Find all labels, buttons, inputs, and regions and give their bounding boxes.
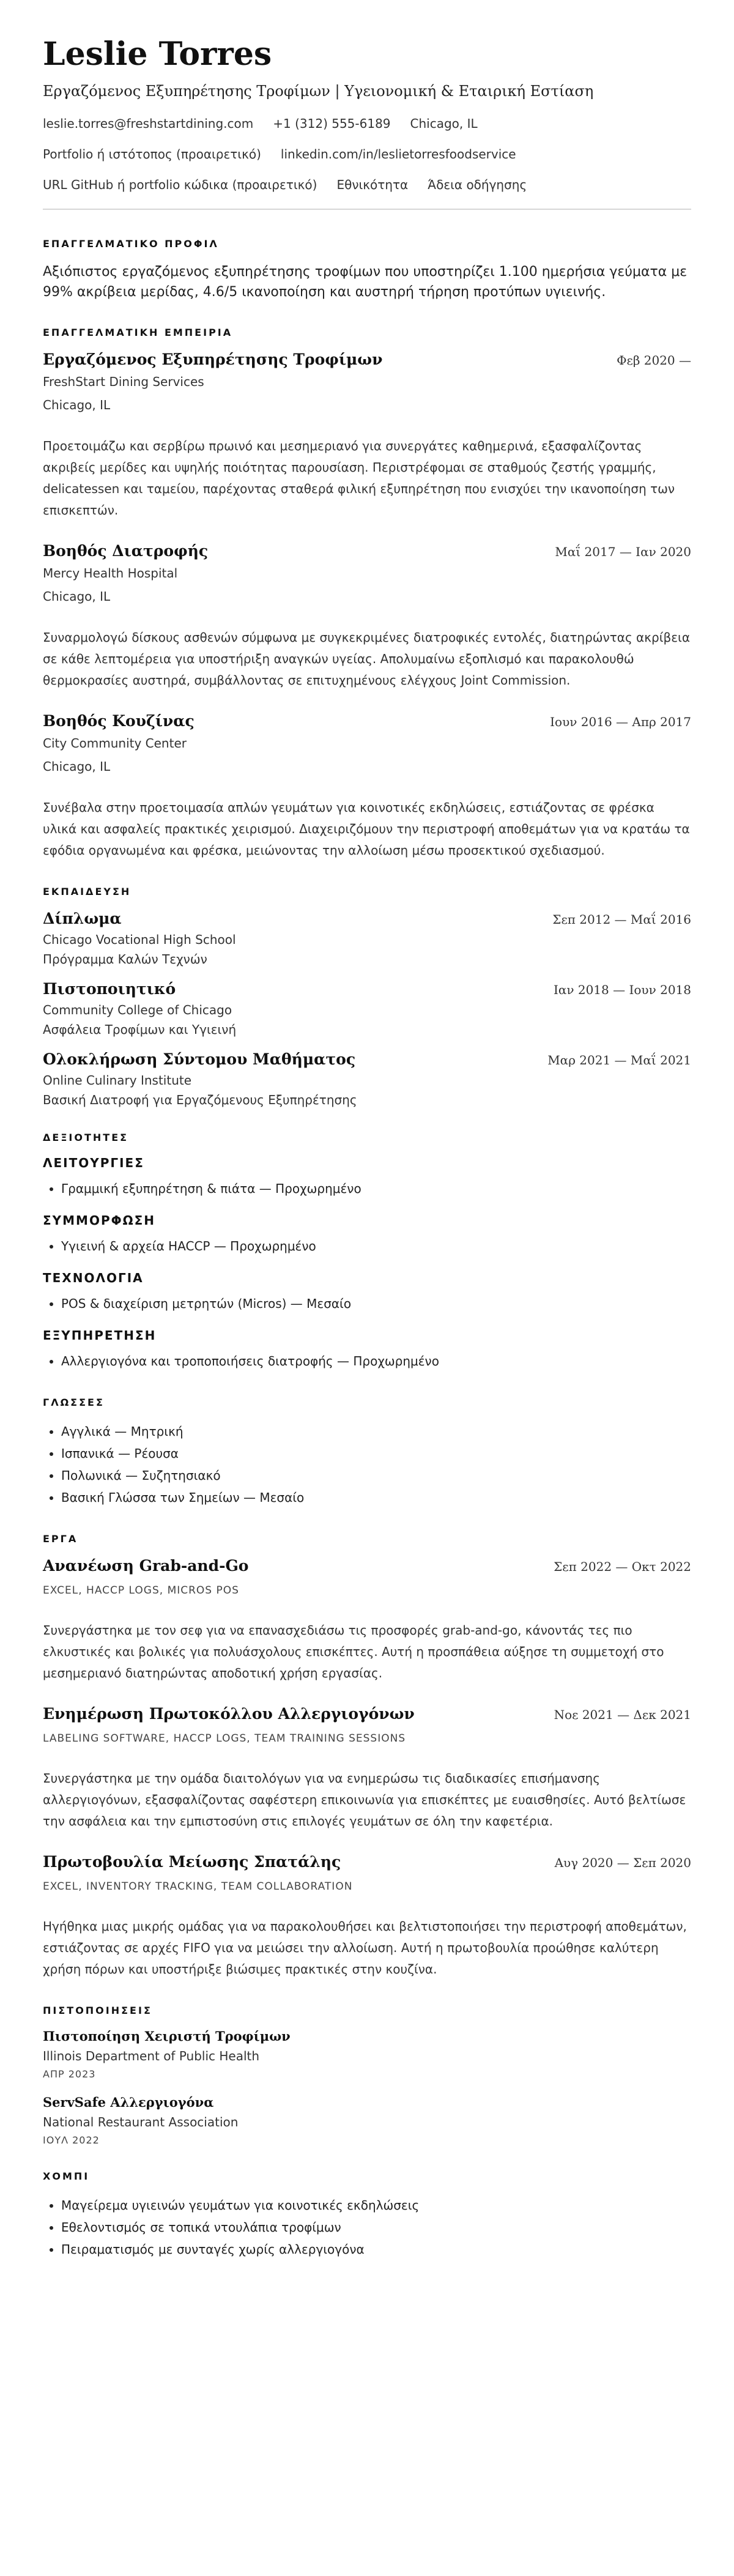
project-entry <box>43 1853 691 1980</box>
job-description: Προετοιμάζω και σερβίρω πρωινό και μεσημεριανό για συνεργάτες καθημερινά, εξασφαλίζοντας ακριβείς μερίδες και υψηλής ποιότητας παρουσίαση. Περιστρέφομαι σε σταθμούς ζεστής γραμμής, delicatessen και ταμείου, παρέχοντας σταθερά φιλική εξυπηρέτηση που ενισχύει την ικανοποίηση των επισκεπτών. <box>43 439 675 518</box>
section-title-hobbies: ΧΟΜΠΙ <box>43 2170 90 2183</box>
hobbies-section <box>43 2170 691 2260</box>
job-description: Συνέβαλα στην προετοιμασία απλών γευμάτων για κοινοτικές εκδηλώσεις, εστιάζοντας σε φρέσκα υλικά και ασφαλείς πρακτικές χειρισμού. Διαχειριζόμουν την περιστροφή αποθεμάτων για να κρατάω τα εφόδια οργανωμένα και φρέσκα, μειώνοντας την αλλοίωση μέσω προσεκτικού σχεδιασμού. <box>43 800 690 858</box>
skill-item: • POS & διαχείριση μετρητών (Micros) — Μεσαίο <box>61 1293 691 1315</box>
education-dates: Σεπ 2012 — Μαΐ 2016 <box>552 912 691 927</box>
school-name: Chicago Vocational High School <box>43 932 236 948</box>
project-description: Συνεργάστηκα με την ομάδα διαιτολόγων για να ενημερώσω τις διαδικασίες επισήμανσης αλλεργιογόνων, εξασφαλίζοντας σαφέστερη επικοινωνία για επισκέπτες με ευαισθησίες. Αυτό βελτίωσε την ασφάλεια και την εμπιστοσύνη στις επιλογές γευμάτων σε όλη την καφετέρια. <box>43 1771 686 1829</box>
employer-name: City Community Center <box>43 736 187 751</box>
field-of-study: Βασική Διατροφή για Εργαζόμενους Εξυπηρέτησης <box>43 1093 357 1108</box>
skill-group-title: ΕΞΥΠΗΡΕΤΗΣΗ <box>43 1328 157 1343</box>
project-name: Πρωτοβουλία Μείωσης Σπατάλης <box>43 1853 341 1871</box>
job-dates: Ιουν 2016 — Απρ 2017 <box>550 715 691 730</box>
project-description: Ηγήθηκα μιας μικρής ομάδας για να παρακολουθήσει και βελτιστοποιήσει την περιστροφή αποθεμάτων, εστιάζοντας σε αρχές FIFO για να μειώσει την αλλοίωση. Αυτή η πρωτοβουλία προώθησε καλύτερη χρήση πόρων και υποστήριξε βιώσιμες πρακτικές στην κουζίνα. <box>43 1919 687 1977</box>
language-item: • Ισπανικά — Ρέουσα <box>61 1442 691 1464</box>
school-name: Online Culinary Institute <box>43 1073 192 1088</box>
hobby-list <box>43 2194 691 2260</box>
skill-group-title: ΣΥΜΜΟΡΦΩΣΗ <box>43 1213 156 1228</box>
contact-row-2 <box>43 146 691 162</box>
section-title-languages: ΓΛΩΣΣΕΣ <box>43 1397 105 1409</box>
certification-name: Πιστοποίηση Χειριστή Τροφίμων <box>43 2029 291 2044</box>
section-title-education: ΕΚΠΑΙΔΕΥΣΗ <box>43 886 132 898</box>
languages-section <box>43 1397 691 1509</box>
employer-name: Mercy Health Hospital <box>43 566 178 581</box>
skill-group-title: ΤΕΧΝΟΛΟΓΙΑ <box>43 1271 144 1286</box>
project-name: Ανανέωση Grab-and-Go <box>43 1557 249 1575</box>
portfolio-link[interactable]: Portfolio ή ιστότοπος (προαιρετικό) <box>43 147 261 162</box>
github-link[interactable]: URL GitHub ή portfolio κώδικα (προαιρετικό) <box>43 177 317 193</box>
job-location: Chicago, IL <box>43 398 111 413</box>
skill-item: • Υγιεινή & αρχεία HACCP — Προχωρημένο <box>61 1235 691 1257</box>
skill-group-title: ΛΕΙΤΟΥΡΓΙΕΣ <box>43 1156 144 1171</box>
education-entry <box>43 980 691 1037</box>
job-dates: Φεβ 2020 — <box>617 353 691 368</box>
candidate-name: Leslie Torres <box>43 35 272 73</box>
skill-item: • Αλλεργιογόνα και τροποποιήσεις διατροφής — Προχωρημένο <box>61 1350 691 1372</box>
employer-name: FreshStart Dining Services <box>43 374 204 390</box>
job-location: Chicago, IL <box>43 589 111 604</box>
candidate-headline: Εργαζόμενος Εξυπηρέτησης Τροφίμων | Υγειονομική & Εταιρική Εστίαση <box>43 83 594 100</box>
projects-section <box>43 1533 691 1980</box>
experience-entry <box>43 351 691 521</box>
job-title: Εργαζόμενος Εξυπηρέτησης Τροφίμων <box>43 351 383 369</box>
education-dates: Ιαν 2018 — Ιουν 2018 <box>553 982 691 998</box>
certification-entry <box>43 2095 691 2146</box>
project-dates: Νοε 2021 — Δεκ 2021 <box>554 1707 691 1723</box>
experience-entry <box>43 712 691 861</box>
skill-item: • Γραμμική εξυπηρέτηση & πιάτα — Προχωρημένο <box>61 1178 691 1200</box>
school-name: Community College of Chicago <box>43 1003 232 1018</box>
section-title-profile: ΕΠΑΓΓΕΛΜΑΤΙΚΟ ΠΡΟΦΙΛ <box>43 238 219 250</box>
degree-title: Δίπλωμα <box>43 910 122 928</box>
linkedin-link[interactable]: linkedin.com/in/leslietorresfoodservice <box>280 147 516 162</box>
hobby-item: • Πειραματισμός με συνταγές χωρίς αλλεργιογόνα <box>61 2238 691 2260</box>
header-divider <box>43 209 691 210</box>
experience-section <box>43 327 691 861</box>
language-item: • Βασική Γλώσσα των Σημείων — Μεσαίο <box>61 1487 691 1509</box>
education-entry <box>43 1050 691 1107</box>
language-list <box>43 1420 691 1509</box>
education-section <box>43 886 691 1107</box>
skill-list <box>43 1350 691 1372</box>
certifications-section <box>43 2005 691 2146</box>
section-title-projects: ΕΡΓΑ <box>43 1533 78 1545</box>
nationality-text: Εθνικότητα <box>336 177 409 193</box>
project-dates: Αυγ 2020 — Σεπ 2020 <box>554 1855 691 1871</box>
project-tech: EXCEL, HACCP LOGS, MICROS POS <box>43 1584 239 1597</box>
hobby-item: • Εθελοντισμός σε τοπικά ντουλάπια τροφίμων <box>61 2216 691 2238</box>
certification-name: ServSafe Αλλεργιογόνα <box>43 2095 214 2110</box>
job-description: Συναρμολογώ δίσκους ασθενών σύμφωνα με συγκεκριμένες διατροφικές εντολές, διατηρώντας ακρίβεια σε κάθε λεπτομέρεια για υποστήριξη αναγκών υγείας. Απολυμαίνω εξοπλισμό και παρακολουθώ θερμοκρασίες αυστηρά, συμβάλλοντας σε επιτυχημένους ελέγχους Joint Commission. <box>43 630 690 688</box>
certification-date: ΙΟΥΛ 2022 <box>43 2134 100 2147</box>
location-text: Chicago, IL <box>410 116 478 132</box>
job-dates: Μαΐ 2017 — Ιαν 2020 <box>555 544 691 560</box>
contact-row-3 <box>43 177 691 193</box>
project-dates: Σεπ 2022 — Οκτ 2022 <box>554 1559 691 1575</box>
education-dates: Μαρ 2021 — Μαΐ 2021 <box>547 1053 691 1068</box>
project-entry <box>43 1705 691 1832</box>
project-tech: EXCEL, INVENTORY TRACKING, TEAM COLLABORATION <box>43 1880 353 1893</box>
skill-list <box>43 1235 691 1257</box>
certification-issuer: Illinois Department of Public Health <box>43 2049 260 2064</box>
degree-title: Ολοκλήρωση Σύντομου Μαθήματος <box>43 1050 356 1069</box>
section-title-experience: ΕΠΑΓΓΕΛΜΑΤΙΚΗ ΕΜΠΕΙΡΙΑ <box>43 327 233 339</box>
profile-summary: Αξιόπιστος εργαζόμενος εξυπηρέτησης τροφίμων που υποστηρίζει 1.100 ημερήσια γεύματα με 99% ακρίβεια μερίδας, 4.6/5 ικανοποίηση και αυστηρή τήρηση προτύπων υγιεινής. <box>43 264 688 300</box>
language-item: • Πολωνικά — Συζητησιακό <box>61 1464 691 1487</box>
email-link[interactable]: leslie.torres@freshstartdining.com <box>43 116 254 132</box>
experience-entry <box>43 542 691 691</box>
certification-date: ΑΠΡ 2023 <box>43 2068 96 2080</box>
license-text: Άδεια οδήγησης <box>428 177 527 193</box>
skills-section <box>43 1132 691 1372</box>
field-of-study: Πρόγραμμα Καλών Τεχνών <box>43 952 207 967</box>
contact-row-1 <box>43 116 691 132</box>
education-entry <box>43 910 691 967</box>
job-title: Βοηθός Κουζίνας <box>43 712 195 730</box>
project-description: Συνεργάστηκα με τον σεφ για να επανασχεδιάσω τις προσφορές grab-and-go, κάνοντάς τες πιο ελκυστικές και βολικές για πολυάσχολους επισκέπτες. Αυτή η προσπάθεια αύξησε τη συμμετοχή στο μεσημεριανό διατηρώντας αποδοτική χρήση εργασίας. <box>43 1623 664 1681</box>
degree-title: Πιστοποιητικό <box>43 980 176 998</box>
project-entry <box>43 1557 691 1684</box>
skill-list <box>43 1178 691 1200</box>
hobby-item: • Μαγείρεμα υγιεινών γευμάτων για κοινοτικές εκδηλώσεις <box>61 2194 691 2216</box>
field-of-study: Ασφάλεια Τροφίμων και Υγιεινή <box>43 1022 237 1037</box>
section-title-skills: ΔΕΞΙΟΤΗΤΕΣ <box>43 1132 129 1144</box>
phone-text: +1 (312) 555-6189 <box>273 116 391 132</box>
resume-header <box>43 37 691 193</box>
job-title: Βοηθός Διατροφής <box>43 542 209 560</box>
certification-issuer: National Restaurant Association <box>43 2115 239 2130</box>
language-item: • Αγγλικά — Μητρική <box>61 1420 691 1442</box>
profile-section <box>43 238 691 302</box>
project-name: Ενημέρωση Πρωτοκόλλου Αλλεργιογόνων <box>43 1705 415 1723</box>
certification-entry <box>43 2029 691 2080</box>
project-tech: LABELING SOFTWARE, HACCP LOGS, TEAM TRAINING SESSIONS <box>43 1732 406 1745</box>
section-title-certifications: ΠΙΣΤΟΠΟΙΗΣΕΙΣ <box>43 2005 152 2017</box>
skill-list <box>43 1293 691 1315</box>
job-location: Chicago, IL <box>43 759 111 774</box>
